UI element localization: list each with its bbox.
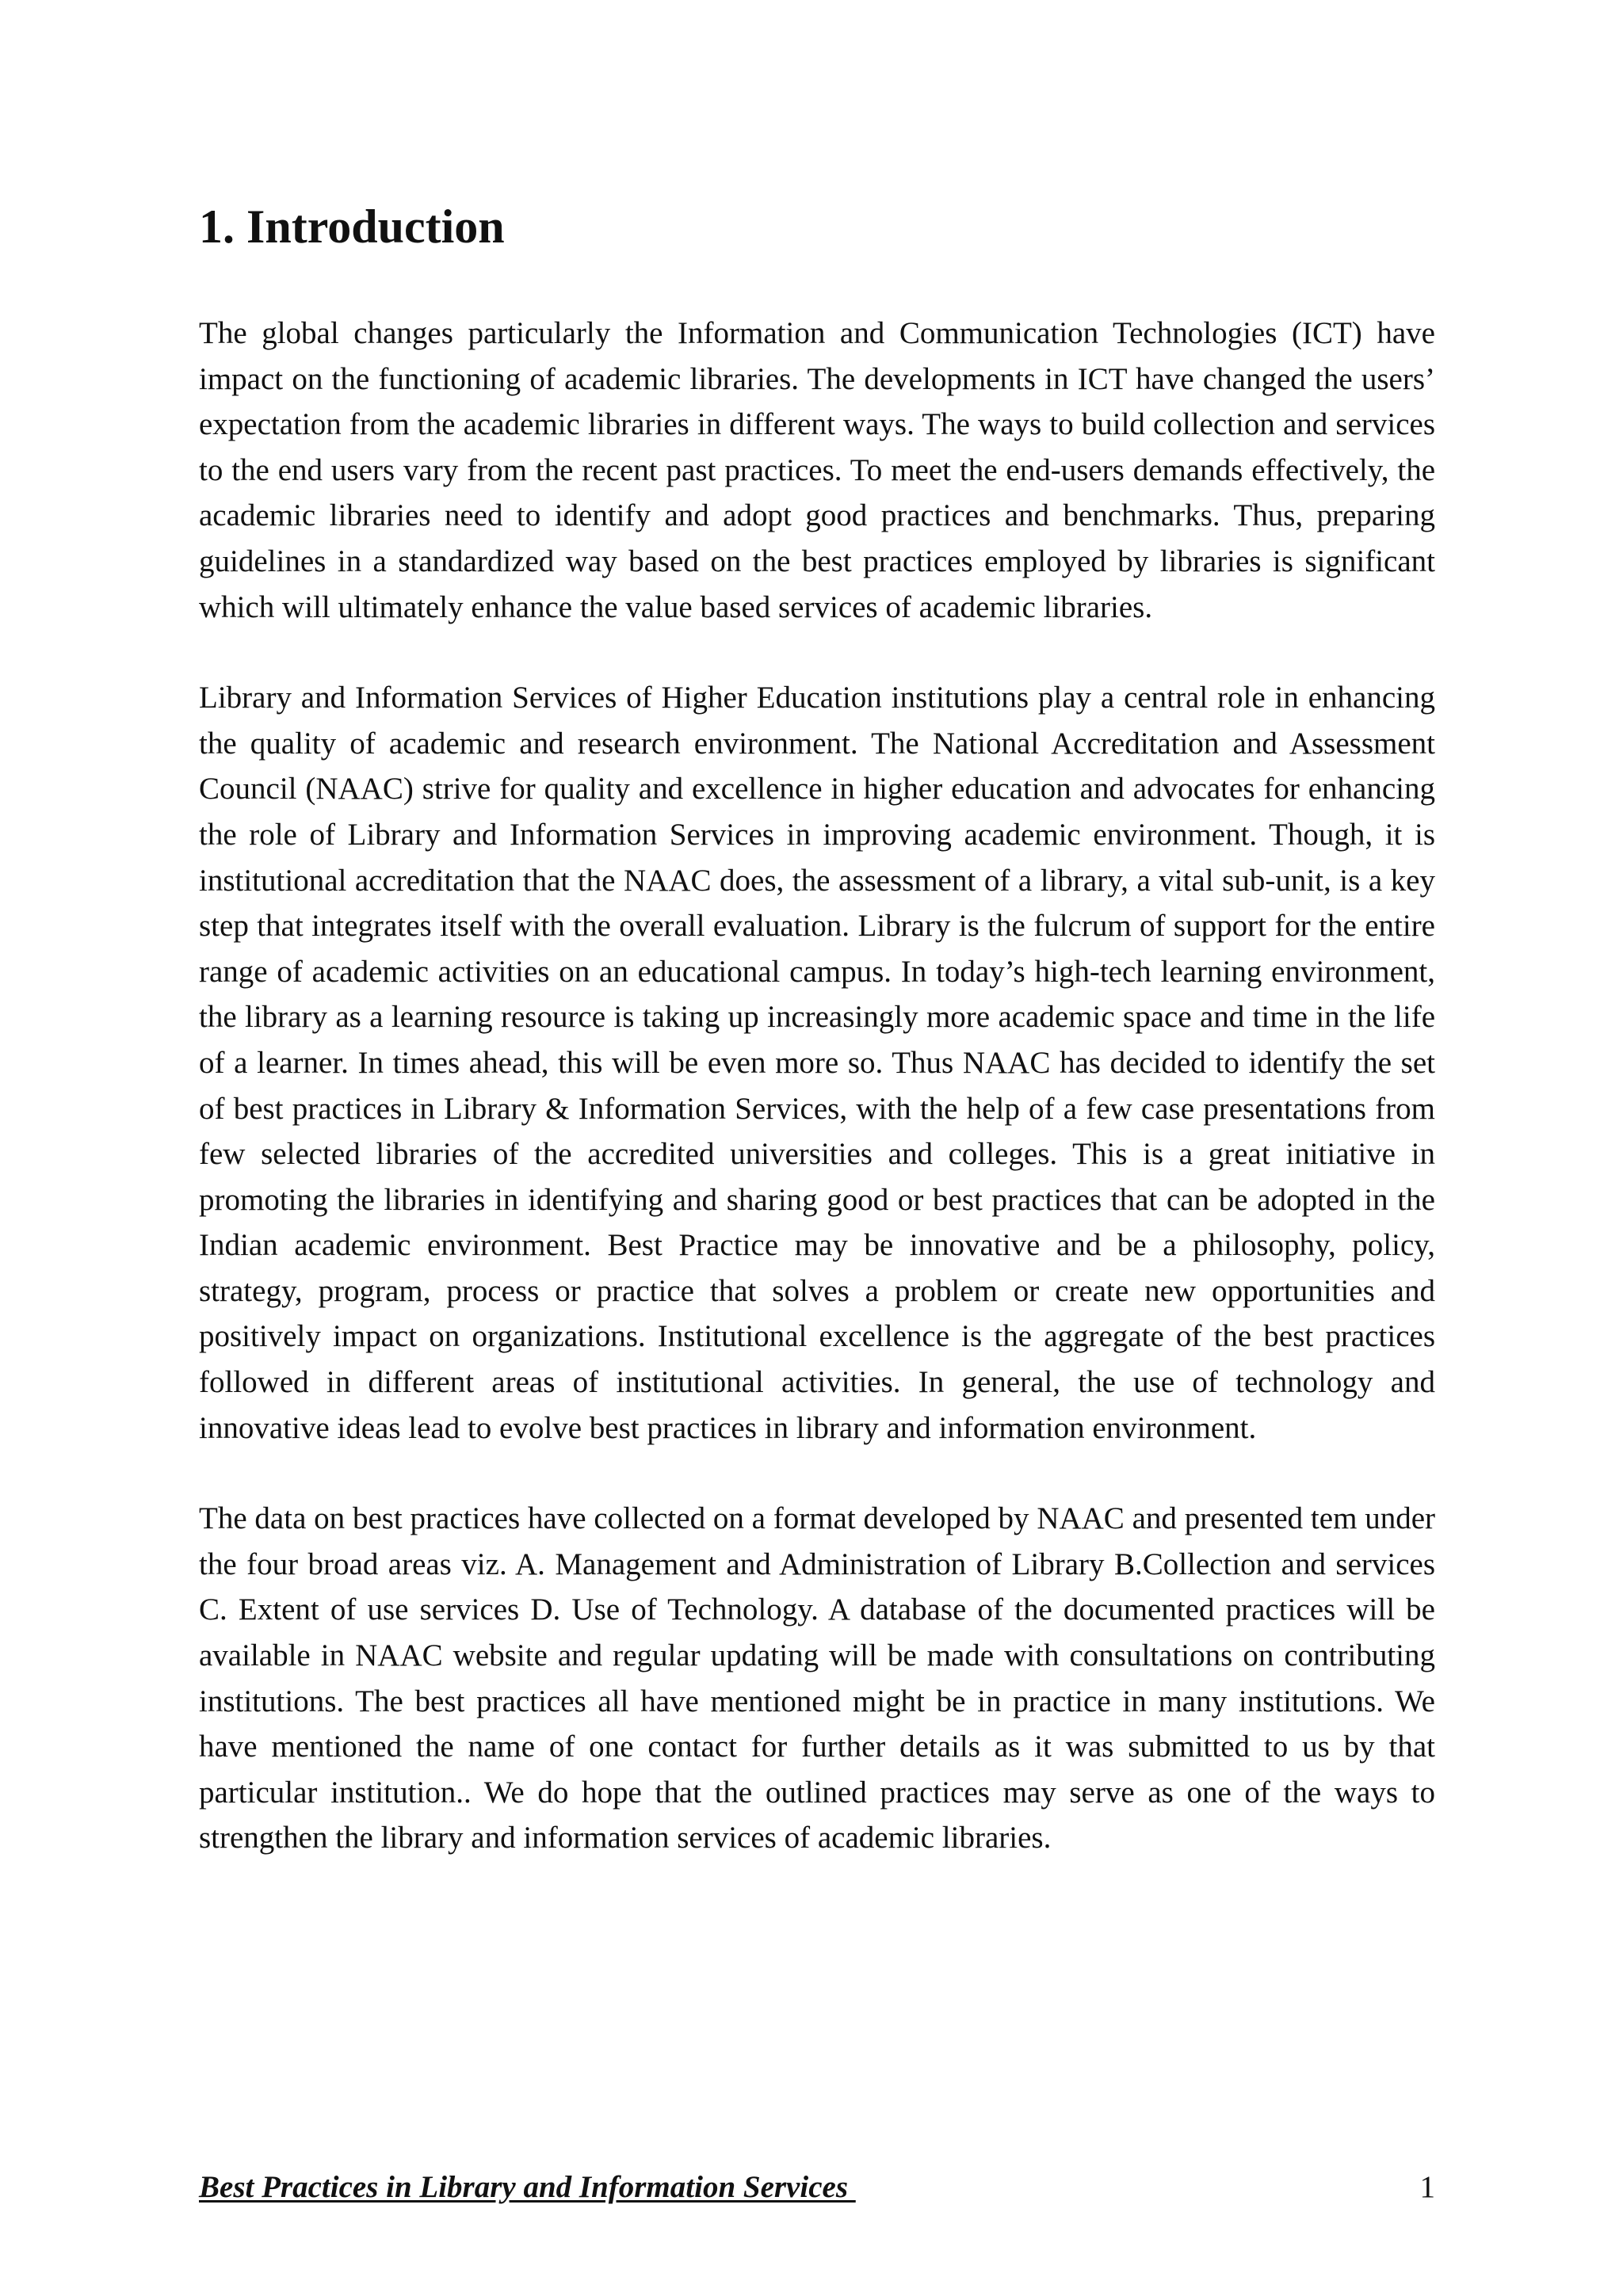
page-footer xyxy=(199,2169,1435,2217)
section-heading: 1. Introduction xyxy=(199,200,505,253)
page-number: 1 xyxy=(1419,2170,1435,2204)
paragraph-naac-role: Library and Information Services of Higher Education institutions play a central role in enhancing the quality of academic and research environment. The National Accreditation and Assessment Council (NAAC) strive for quality and excellence in higher education and advocates for enhancing the role of Library and Information Services in improving academic environment. Though, it is institutional accreditation that the NAAC does, the assessment of a library, a vital sub-unit, is a key step that integrates itself with the overall evaluation. Library is the fulcrum of support for the entire range of academic activities on an educational campus. In today’s high-tech learning environment, the library as a learning resource is taking up increasingly more academic space and time in the life of a learner. In times ahead, this will be even more so. Thus NAAC has decided to identify the set of best practices in Library & Information Services, with the help of a few case presentations from few selected libraries of the accredited universities and colleges. This is a great initiative in promoting the libraries in identifying and sharing good or best practices that can be adopted in the Indian academic environment. Best Practice may be innovative and be a philosophy, policy, strategy, program, process or practice that solves a problem or create new opportunities and positively impact on organizations. Institutional excellence is the aggregate of the best practices followed in different areas of institutional activities. In general, the use of technology and innovative ideas lead to evolve best practices in library and information environment. xyxy=(199,681,1435,1445)
page-content xyxy=(199,195,1435,1861)
paragraph-data-collection: The data on best practices have collected on a format developed by NAAC and presented tem under the four broad areas viz. A. Management and Administration of Library B.Collection and services C. Extent of use services D. Use of Technology. A database of the documented practices will be available in NAAC website and regular updating will be made with consultations on contributing institutions. The best practices all have mentioned might be in practice in many institutions. We have mentioned the name of one contact for further details as it was submitted to us by that particular institution.. We do hope that the outlined practices may serve as one of the ways to strengthen the library and information services of academic libraries. xyxy=(199,1501,1435,1855)
footer-document-title: Best Practices in Library and Information Services xyxy=(199,2170,856,2204)
paragraph-ict-impact: The global changes particularly the Information and Communication Technologies (ICT) have impact on the functioning of academic libraries. The developments in ICT have changed the users’ expectation from the academic libraries in different ways. The ways to build collection and services to the end users vary from the recent past practices. To meet the end-users demands effectively, the academic libraries need to identify and adopt good practices and benchmarks. Thus, preparing guidelines in a standardized way based on the best practices employed by libraries is significant which will ultimately enhance the value based services of academic libraries. xyxy=(199,316,1435,624)
